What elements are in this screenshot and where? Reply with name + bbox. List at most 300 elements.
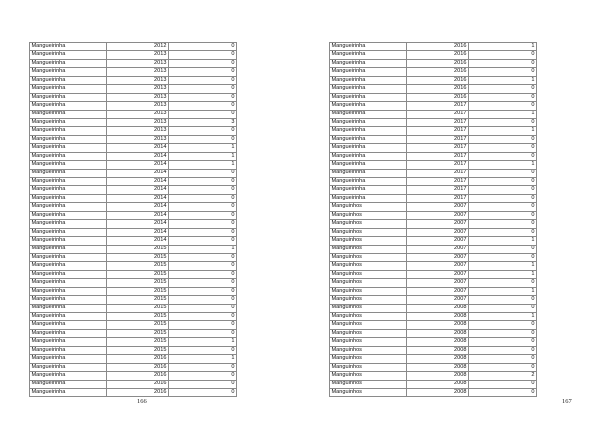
- year-cell: 2008: [407, 372, 469, 380]
- table-row: [30, 296, 237, 304]
- municipality-cell: Mangueirinha: [30, 68, 107, 76]
- table-row: [30, 161, 237, 169]
- year-cell: 2017: [407, 127, 469, 135]
- value-cell: 0: [169, 76, 237, 84]
- municipality-cell: Mangueirinha: [30, 270, 107, 278]
- table-row: [30, 85, 237, 93]
- municipality-cell: Mangueirinha: [330, 135, 407, 143]
- year-cell: 2015: [107, 270, 169, 278]
- table-row: [30, 287, 237, 295]
- value-cell: 1: [469, 262, 537, 270]
- year-cell: 2008: [407, 313, 469, 321]
- value-cell: 0: [169, 228, 237, 236]
- year-cell: 2017: [407, 110, 469, 118]
- table-row: [30, 380, 237, 388]
- table-row: [30, 372, 237, 380]
- year-cell: 2015: [107, 262, 169, 270]
- value-cell: 0: [469, 321, 537, 329]
- year-cell: 2015: [107, 329, 169, 337]
- value-cell: 0: [169, 194, 237, 202]
- value-cell: 0: [169, 304, 237, 312]
- table-row: [30, 178, 237, 186]
- municipality-cell: Mangueirinha: [30, 228, 107, 236]
- municipality-cell: Manguinhos: [330, 253, 407, 261]
- year-cell: 2008: [407, 329, 469, 337]
- value-cell: 0: [469, 296, 537, 304]
- table-row: [30, 220, 237, 228]
- year-cell: 2013: [107, 68, 169, 76]
- year-cell: 2014: [107, 228, 169, 236]
- municipality-cell: Mangueirinha: [30, 211, 107, 219]
- table-row: [330, 270, 537, 278]
- table-row: [330, 338, 537, 346]
- municipality-cell: Manguinhos: [330, 245, 407, 253]
- year-cell: 2007: [407, 211, 469, 219]
- table-body: [330, 43, 537, 397]
- table-row: [330, 59, 537, 67]
- table-row: [30, 76, 237, 84]
- table-row: [30, 169, 237, 177]
- municipality-cell: Manguinhos: [330, 237, 407, 245]
- municipality-cell: Mangueirinha: [30, 194, 107, 202]
- value-cell: 0: [469, 194, 537, 202]
- table-row: [30, 237, 237, 245]
- value-cell: 0: [469, 59, 537, 67]
- municipality-cell: Manguinhos: [330, 296, 407, 304]
- table-row: [30, 228, 237, 236]
- value-cell: 1: [469, 287, 537, 295]
- year-cell: 2013: [107, 135, 169, 143]
- municipality-cell: Mangueirinha: [30, 127, 107, 135]
- table-row: [330, 51, 537, 59]
- year-cell: 2008: [407, 321, 469, 329]
- year-cell: 2016: [407, 68, 469, 76]
- municipality-cell: Mangueirinha: [30, 152, 107, 160]
- year-cell: 2014: [107, 161, 169, 169]
- value-cell: 0: [469, 51, 537, 59]
- year-cell: 2013: [107, 93, 169, 101]
- municipality-cell: Manguinhos: [330, 220, 407, 228]
- value-cell: 0: [469, 203, 537, 211]
- year-cell: 2007: [407, 228, 469, 236]
- value-cell: 0: [169, 262, 237, 270]
- table-row: [30, 270, 237, 278]
- table-row: [330, 152, 537, 160]
- year-cell: 2017: [407, 144, 469, 152]
- municipality-cell: Manguinhos: [330, 313, 407, 321]
- municipality-cell: Mangueirinha: [30, 220, 107, 228]
- value-cell: 0: [169, 220, 237, 228]
- value-cell: 3: [169, 118, 237, 126]
- municipality-cell: Mangueirinha: [330, 194, 407, 202]
- table-row: [330, 380, 537, 388]
- table-row: [330, 186, 537, 194]
- value-cell: 0: [169, 110, 237, 118]
- year-cell: 2014: [107, 220, 169, 228]
- municipality-cell: Mangueirinha: [30, 110, 107, 118]
- value-cell: 1: [469, 270, 537, 278]
- value-cell: 0: [469, 220, 537, 228]
- table-row: [30, 102, 237, 110]
- year-cell: 2015: [107, 279, 169, 287]
- municipality-cell: Mangueirinha: [30, 169, 107, 177]
- year-cell: 2008: [407, 388, 469, 396]
- municipality-cell: Mangueirinha: [30, 388, 107, 396]
- data-table: [329, 42, 537, 397]
- municipality-cell: Manguinhos: [330, 228, 407, 236]
- value-cell: 0: [469, 388, 537, 396]
- value-cell: 0: [469, 228, 537, 236]
- table-row: [30, 144, 237, 152]
- year-cell: 2016: [407, 93, 469, 101]
- municipality-cell: Mangueirinha: [30, 304, 107, 312]
- table-row: [330, 110, 537, 118]
- table-row: [30, 118, 237, 126]
- table-row: [330, 321, 537, 329]
- page-number: 166: [137, 398, 147, 405]
- year-cell: 2016: [407, 76, 469, 84]
- value-cell: 1: [469, 76, 537, 84]
- value-cell: 1: [169, 245, 237, 253]
- value-cell: 1: [169, 144, 237, 152]
- value-cell: 0: [169, 178, 237, 186]
- table-row: [30, 313, 237, 321]
- municipality-cell: Manguinhos: [330, 329, 407, 337]
- municipality-cell: Manguinhos: [330, 304, 407, 312]
- table-row: [330, 329, 537, 337]
- municipality-cell: Mangueirinha: [30, 262, 107, 270]
- table-row: [30, 59, 237, 67]
- year-cell: 2013: [107, 118, 169, 126]
- value-cell: 0: [469, 329, 537, 337]
- municipality-cell: Mangueirinha: [30, 93, 107, 101]
- year-cell: 2017: [407, 178, 469, 186]
- table-row: [330, 245, 537, 253]
- value-cell: 1: [469, 110, 537, 118]
- municipality-cell: Manguinhos: [330, 388, 407, 396]
- year-cell: 2008: [407, 304, 469, 312]
- value-cell: 0: [169, 237, 237, 245]
- value-cell: 1: [469, 127, 537, 135]
- page-number: 167: [562, 398, 572, 405]
- value-cell: 0: [169, 253, 237, 261]
- value-cell: 0: [169, 68, 237, 76]
- year-cell: 2008: [407, 338, 469, 346]
- value-cell: 0: [169, 51, 237, 59]
- table-row: [330, 228, 537, 236]
- year-cell: 2014: [107, 178, 169, 186]
- table-row: [30, 355, 237, 363]
- year-cell: 2017: [407, 161, 469, 169]
- municipality-cell: Mangueirinha: [330, 118, 407, 126]
- table-row: [330, 346, 537, 354]
- value-cell: 0: [169, 186, 237, 194]
- table-row: [30, 135, 237, 143]
- year-cell: 2015: [107, 338, 169, 346]
- table-row: [30, 43, 237, 51]
- value-cell: 1: [169, 355, 237, 363]
- municipality-cell: Mangueirinha: [30, 102, 107, 110]
- value-cell: 0: [469, 304, 537, 312]
- municipality-cell: Mangueirinha: [30, 118, 107, 126]
- table-row: [330, 287, 537, 295]
- value-cell: 1: [469, 43, 537, 51]
- table-row: [330, 135, 537, 143]
- municipality-cell: Manguinhos: [330, 211, 407, 219]
- municipality-cell: Mangueirinha: [30, 43, 107, 51]
- value-cell: 0: [169, 279, 237, 287]
- municipality-cell: Mangueirinha: [30, 186, 107, 194]
- year-cell: 2015: [107, 296, 169, 304]
- value-cell: 0: [169, 43, 237, 51]
- municipality-cell: Mangueirinha: [30, 355, 107, 363]
- municipality-cell: Manguinhos: [330, 203, 407, 211]
- value-cell: 0: [469, 253, 537, 261]
- value-cell: 0: [469, 279, 537, 287]
- municipality-cell: Mangueirinha: [30, 245, 107, 253]
- value-cell: 0: [169, 380, 237, 388]
- municipality-cell: Mangueirinha: [330, 161, 407, 169]
- municipality-cell: Mangueirinha: [330, 43, 407, 51]
- value-cell: 0: [169, 372, 237, 380]
- year-cell: 2016: [407, 51, 469, 59]
- table-row: [30, 363, 237, 371]
- municipality-cell: Mangueirinha: [30, 313, 107, 321]
- value-cell: 0: [469, 338, 537, 346]
- value-cell: 0: [169, 321, 237, 329]
- municipality-cell: Mangueirinha: [30, 380, 107, 388]
- year-cell: 2014: [107, 211, 169, 219]
- year-cell: 2014: [107, 152, 169, 160]
- year-cell: 2014: [107, 203, 169, 211]
- municipality-cell: Manguinhos: [330, 287, 407, 295]
- table-row: [30, 388, 237, 396]
- value-cell: 0: [469, 85, 537, 93]
- table-row: [330, 279, 537, 287]
- year-cell: 2012: [107, 43, 169, 51]
- municipality-cell: Manguinhos: [330, 270, 407, 278]
- table-row: [330, 178, 537, 186]
- municipality-cell: Mangueirinha: [30, 338, 107, 346]
- value-cell: 0: [469, 68, 537, 76]
- table-row: [330, 355, 537, 363]
- year-cell: 2017: [407, 118, 469, 126]
- year-cell: 2013: [107, 127, 169, 135]
- municipality-cell: Mangueirinha: [330, 169, 407, 177]
- municipality-cell: Mangueirinha: [30, 279, 107, 287]
- table-row: [330, 372, 537, 380]
- table-row: [330, 296, 537, 304]
- value-cell: 0: [469, 169, 537, 177]
- municipality-cell: Mangueirinha: [30, 51, 107, 59]
- year-cell: 2017: [407, 194, 469, 202]
- data-table: [29, 42, 237, 397]
- municipality-cell: Manguinhos: [330, 380, 407, 388]
- table-row: [330, 93, 537, 101]
- year-cell: 2017: [407, 135, 469, 143]
- value-cell: 0: [469, 93, 537, 101]
- year-cell: 2007: [407, 220, 469, 228]
- value-cell: 0: [469, 355, 537, 363]
- municipality-cell: Mangueirinha: [30, 178, 107, 186]
- value-cell: 1: [469, 313, 537, 321]
- municipality-cell: Mangueirinha: [330, 76, 407, 84]
- table-row: [30, 262, 237, 270]
- municipality-cell: Mangueirinha: [330, 51, 407, 59]
- table-row: [30, 203, 237, 211]
- year-cell: 2008: [407, 346, 469, 354]
- table-row: [30, 304, 237, 312]
- year-cell: 2007: [407, 279, 469, 287]
- value-cell: 0: [469, 380, 537, 388]
- year-cell: 2017: [407, 186, 469, 194]
- table-row: [330, 127, 537, 135]
- municipality-cell: Mangueirinha: [30, 237, 107, 245]
- value-cell: 0: [469, 363, 537, 371]
- year-cell: 2015: [107, 321, 169, 329]
- municipality-cell: Mangueirinha: [330, 178, 407, 186]
- value-cell: 2: [469, 372, 537, 380]
- municipality-cell: Mangueirinha: [30, 161, 107, 169]
- municipality-cell: Manguinhos: [330, 338, 407, 346]
- year-cell: 2013: [107, 59, 169, 67]
- table-row: [330, 194, 537, 202]
- municipality-cell: Mangueirinha: [30, 287, 107, 295]
- value-cell: 1: [169, 338, 237, 346]
- year-cell: 2016: [407, 43, 469, 51]
- table-row: [30, 110, 237, 118]
- table-row: [30, 211, 237, 219]
- municipality-cell: Mangueirinha: [330, 152, 407, 160]
- value-cell: 0: [169, 127, 237, 135]
- value-cell: 1: [169, 161, 237, 169]
- value-cell: 0: [469, 118, 537, 126]
- table-row: [30, 245, 237, 253]
- year-cell: 2007: [407, 203, 469, 211]
- value-cell: 0: [469, 186, 537, 194]
- table-row: [330, 76, 537, 84]
- value-cell: 0: [169, 169, 237, 177]
- year-cell: 2013: [107, 85, 169, 93]
- municipality-cell: Manguinhos: [330, 262, 407, 270]
- table-row: [330, 118, 537, 126]
- municipality-cell: Manguinhos: [330, 321, 407, 329]
- value-cell: 0: [169, 135, 237, 143]
- table-row: [30, 338, 237, 346]
- year-cell: 2015: [107, 287, 169, 295]
- table-row: [30, 152, 237, 160]
- value-cell: 0: [169, 363, 237, 371]
- municipality-cell: Mangueirinha: [330, 186, 407, 194]
- municipality-cell: Manguinhos: [330, 279, 407, 287]
- year-cell: 2013: [107, 76, 169, 84]
- municipality-cell: Mangueirinha: [30, 59, 107, 67]
- table-row: [330, 388, 537, 396]
- year-cell: 2007: [407, 270, 469, 278]
- year-cell: 2017: [407, 102, 469, 110]
- year-cell: 2007: [407, 287, 469, 295]
- table-row: [330, 144, 537, 152]
- year-cell: 2014: [107, 169, 169, 177]
- table-row: [330, 169, 537, 177]
- year-cell: 2014: [107, 186, 169, 194]
- municipality-cell: Manguinhos: [330, 363, 407, 371]
- year-cell: 2015: [107, 313, 169, 321]
- municipality-cell: Mangueirinha: [330, 59, 407, 67]
- table-row: [330, 237, 537, 245]
- municipality-cell: Mangueirinha: [330, 68, 407, 76]
- year-cell: 2016: [407, 85, 469, 93]
- table-row: [330, 304, 537, 312]
- table-row: [330, 43, 537, 51]
- year-cell: 2016: [107, 363, 169, 371]
- municipality-cell: Mangueirinha: [330, 93, 407, 101]
- municipality-cell: Mangueirinha: [30, 85, 107, 93]
- table-row: [330, 220, 537, 228]
- year-cell: 2013: [107, 102, 169, 110]
- value-cell: 0: [169, 85, 237, 93]
- municipality-cell: Mangueirinha: [30, 135, 107, 143]
- value-cell: 1: [169, 152, 237, 160]
- municipality-cell: Mangueirinha: [330, 127, 407, 135]
- table-row: [30, 127, 237, 135]
- value-cell: 1: [469, 237, 537, 245]
- municipality-cell: Manguinhos: [330, 346, 407, 354]
- table-row: [30, 253, 237, 261]
- table-row: [30, 194, 237, 202]
- municipality-cell: Mangueirinha: [30, 203, 107, 211]
- municipality-cell: Manguinhos: [330, 355, 407, 363]
- year-cell: 2008: [407, 363, 469, 371]
- year-cell: 2015: [107, 245, 169, 253]
- table-row: [330, 161, 537, 169]
- municipality-cell: Mangueirinha: [330, 110, 407, 118]
- value-cell: 0: [169, 388, 237, 396]
- value-cell: 0: [169, 93, 237, 101]
- value-cell: 0: [169, 203, 237, 211]
- year-cell: 2016: [107, 388, 169, 396]
- table-row: [330, 363, 537, 371]
- value-cell: 0: [169, 296, 237, 304]
- municipality-cell: Mangueirinha: [330, 85, 407, 93]
- table-row: [330, 85, 537, 93]
- year-cell: 2017: [407, 169, 469, 177]
- year-cell: 2007: [407, 245, 469, 253]
- value-cell: 0: [169, 59, 237, 67]
- year-cell: 2013: [107, 51, 169, 59]
- value-cell: 0: [469, 152, 537, 160]
- year-cell: 2014: [107, 237, 169, 245]
- table-row: [30, 51, 237, 59]
- year-cell: 2008: [407, 380, 469, 388]
- value-cell: 0: [469, 346, 537, 354]
- page-right: [300, 0, 600, 424]
- table-row: [330, 313, 537, 321]
- municipality-cell: Mangueirinha: [30, 76, 107, 84]
- municipality-cell: Mangueirinha: [330, 102, 407, 110]
- table-row: [330, 68, 537, 76]
- municipality-cell: Mangueirinha: [30, 363, 107, 371]
- value-cell: 0: [469, 102, 537, 110]
- municipality-cell: Mangueirinha: [30, 144, 107, 152]
- municipality-cell: Mangueirinha: [30, 329, 107, 337]
- year-cell: 2007: [407, 237, 469, 245]
- value-cell: 0: [169, 329, 237, 337]
- year-cell: 2017: [407, 152, 469, 160]
- value-cell: 0: [169, 211, 237, 219]
- table-row: [330, 211, 537, 219]
- year-cell: 2013: [107, 110, 169, 118]
